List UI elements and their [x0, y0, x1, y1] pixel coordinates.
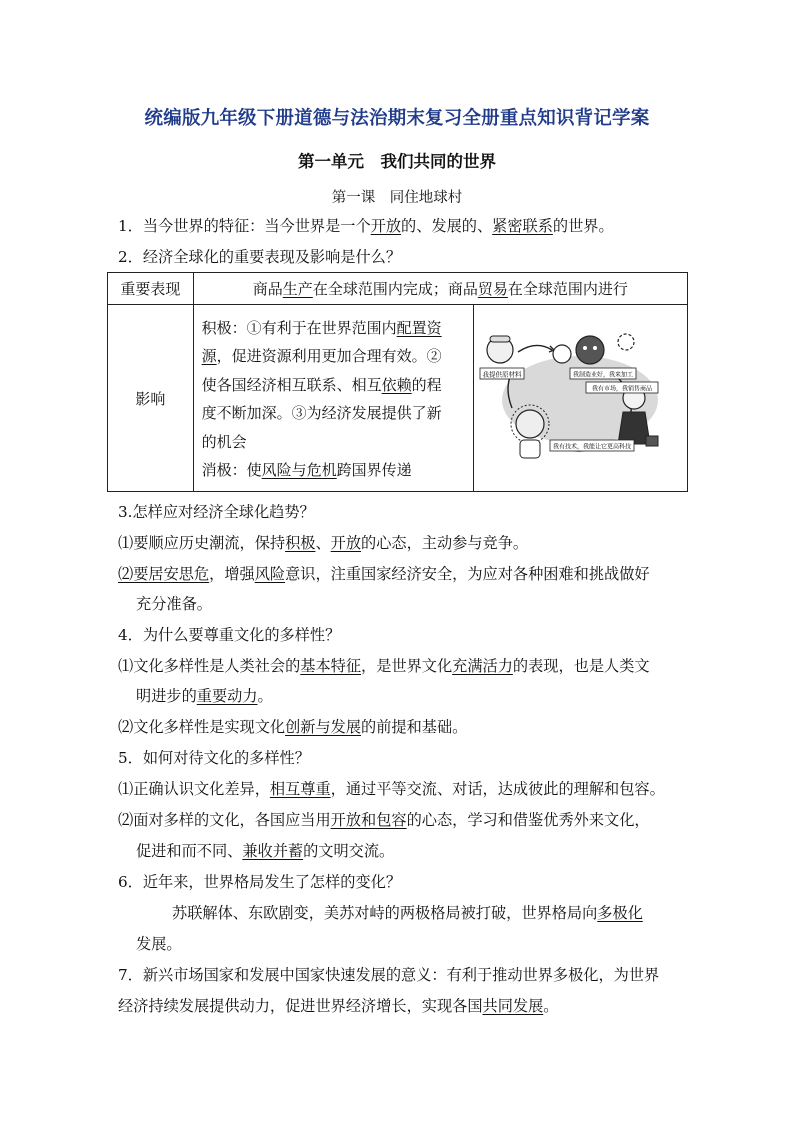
effects-line: 度不断加深。③为经济发展提供了新 — [201, 404, 442, 422]
underlined-term: 多极化 — [597, 904, 643, 922]
underlined-term: 重要动力 — [196, 687, 258, 705]
text: ，增强 — [209, 565, 255, 583]
underlined-term: 基本特征 — [300, 657, 361, 675]
text: 苏联解体、东欧剧变，美苏对峙的两极格局被打破，世界格局向 — [172, 904, 598, 922]
text: 的文明交流。 — [303, 842, 395, 860]
underlined-term: 源 — [201, 347, 217, 365]
text: 的、发展的、 — [401, 217, 493, 235]
text: 意识，注重国家经济安全，为应对各种困难和挑战做好 — [285, 565, 650, 583]
effects-text — [194, 312, 474, 485]
question-4-heading: 4．为什么要尊重文化的多样性？ — [118, 626, 341, 644]
effects-line — [202, 342, 468, 371]
table-cell — [193, 273, 687, 305]
text: 1．当今世界的特征：当今世界是一个 — [118, 217, 371, 235]
text: 的表现，也是人类文 — [512, 657, 650, 675]
question-5-point-1 — [118, 779, 665, 799]
question-7-cont — [118, 996, 558, 1016]
underlined-term: 兼收并蓄 — [242, 842, 304, 860]
question-6-heading: 6．近年来，世界格局发生了怎样的变化？ — [118, 873, 402, 891]
text: 积极：①有利于在世界范围内 — [201, 318, 397, 337]
lesson-heading: 第一课 同住地球村 — [331, 190, 463, 206]
question-3-point-2 — [118, 564, 650, 584]
text: 。 — [257, 687, 273, 705]
table-header-cell: 重要表现 — [108, 273, 194, 305]
text: 在全球范围内完成；商品 — [312, 280, 478, 298]
document-title: 统编版九年级下册道德与法治期末复习全册重点知识背记学案 — [144, 108, 650, 129]
suit-icon — [618, 412, 650, 444]
text: 、 — [315, 534, 331, 552]
underlined-term: 充满活力 — [452, 657, 513, 675]
globalization-table — [107, 272, 688, 492]
effects-line — [202, 371, 468, 400]
underlined-term: 风险 — [254, 565, 286, 583]
underlined-term: 依赖 — [381, 375, 412, 394]
unit-heading: 第一单元 我们共同的世界 — [298, 152, 496, 171]
effects-line — [202, 456, 468, 485]
coin-icon — [553, 345, 571, 363]
underlined-term: ⑵要居安思危 — [118, 565, 210, 583]
label-tech: 我有技术，我能让它更高科技 — [553, 443, 632, 451]
question-1 — [118, 216, 614, 236]
text: 跨国界传递 — [336, 461, 412, 479]
question-4-point-2 — [118, 717, 467, 737]
text: 的心态，主动参与竞争。 — [361, 534, 529, 552]
arrow-icon — [518, 345, 552, 352]
person-icon — [516, 410, 544, 438]
text: ，是世界文化 — [361, 657, 453, 675]
question-6-answer — [172, 903, 643, 923]
question-5-point-2 — [118, 810, 650, 830]
body-icon — [520, 440, 540, 458]
text: ⑵文化多样性是实现文化 — [118, 718, 286, 736]
question-2: 2．经济全球化的重要表现及影响是什么？ — [118, 248, 402, 266]
text: 的心态，学习和借鉴优秀外来文化， — [406, 811, 650, 829]
text: 使各国经济相互联系、相互 — [201, 375, 382, 394]
table-row — [108, 273, 688, 305]
question-3-point-2-cont: 充分准备。 — [136, 595, 212, 613]
eye-icon — [583, 346, 587, 350]
text: 明进步的 — [136, 687, 197, 705]
person-icon — [576, 336, 604, 364]
label-market: 我有市场，我销售商品 — [592, 385, 653, 393]
illustration-cell — [474, 305, 688, 492]
text: ，促进资源利用更加合理有效。② — [216, 347, 442, 365]
text: 的前提和基础。 — [361, 718, 468, 736]
question-3-heading: 3.怎样应对经济全球化趋势？ — [118, 503, 315, 521]
underlined-term: 共同发展 — [482, 997, 544, 1015]
underlined-term: 生产 — [282, 280, 313, 298]
text: 的世界。 — [552, 217, 614, 235]
gear-icon — [618, 334, 634, 350]
eye-icon — [593, 346, 597, 350]
text: 经济持续发展提供动力，促进世界经济增长，实现各国 — [118, 997, 483, 1015]
question-4-point-1 — [118, 656, 650, 676]
hat-icon — [490, 336, 510, 342]
question-5-point-2-cont — [136, 841, 394, 861]
label-raw: 我提供原材料 — [482, 370, 522, 379]
question-7: 7．新兴市场国家和发展中国家快速发展的意义：有利于推动世界多极化，为世界 — [118, 966, 660, 984]
text: 商品 — [252, 280, 283, 298]
effects-line: 的机会 — [201, 432, 247, 451]
underlined-term: 紧密联系 — [492, 217, 553, 235]
effects-line — [202, 314, 468, 343]
table-row — [108, 305, 688, 492]
text: ⑴文化多样性是人类社会的 — [118, 657, 301, 675]
label-manu: 我制造业好，我来加工 — [573, 371, 634, 379]
table-cell — [193, 305, 474, 492]
underlined-term: 配置资 — [396, 318, 442, 337]
text: 的程 — [411, 375, 442, 394]
underlined-term: 开放和包容 — [330, 811, 407, 829]
text: 。 — [543, 997, 559, 1015]
briefcase-icon — [646, 436, 658, 446]
text: ⑵面对多样的文化，各国应当用 — [118, 811, 331, 829]
text: ⑴正确认识文化差异， — [118, 780, 270, 798]
underlined-term: 积极 — [285, 534, 316, 552]
underlined-term: 创新与发展 — [285, 718, 361, 736]
underlined-term: 相互尊重 — [269, 780, 331, 798]
text: 在全球范围内进行 — [507, 280, 628, 298]
underlined-term: 开放 — [330, 534, 361, 552]
table-header-cell: 影响 — [108, 305, 194, 492]
question-3-point-1 — [118, 533, 528, 553]
question-6-answer-cont: 发展。 — [136, 935, 182, 953]
underlined-term: 风险与危机 — [261, 461, 337, 479]
globalization-illustration — [478, 328, 683, 468]
question-5-heading: 5．如何对待文化的多样性？ — [118, 749, 310, 767]
text: ，通过平等交流、对话，达成彼此的理解和包容。 — [330, 780, 665, 798]
text: 消极：使 — [201, 461, 262, 479]
question-4-point-1-cont — [136, 686, 273, 706]
text: ⑴要顺应历史潮流，保持 — [118, 534, 286, 552]
underlined-term: 贸易 — [477, 280, 508, 298]
text: 促进和而不同、 — [136, 842, 243, 860]
underlined-term: 开放 — [370, 217, 402, 235]
